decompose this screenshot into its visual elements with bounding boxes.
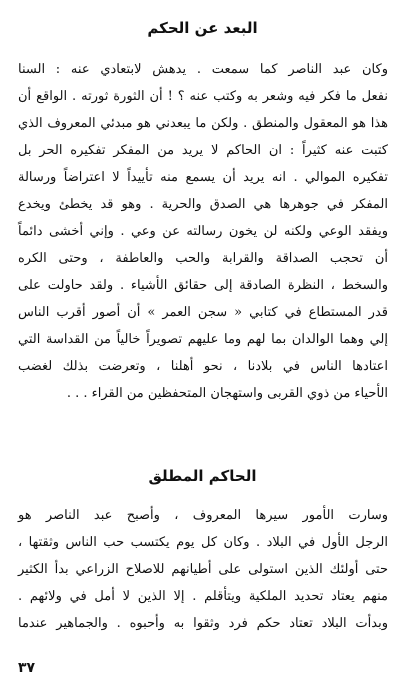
- paragraph-line: وسارت الأمور سيرها المعروف ، وأصبح عبد الناصر هو: [18, 508, 388, 523]
- section-title: الحاكم المطلق: [148, 467, 257, 485]
- paragraph-line: أن تحجب الصداقة والقرابة والحب والعاطفة ، وحتى الكره: [18, 251, 388, 266]
- section-title: البعد عن الحكم: [147, 19, 258, 37]
- paragraph-line: منهم يعتاد تحديد الملكية ويتأقلم . إلا الذين لا أمل في ولائهم .: [18, 589, 388, 604]
- paragraph-line: هذا هو المعقول والمنطق . ولكن ما يبعدني هو مبدئي المعروف الذي: [18, 116, 388, 131]
- paragraph-line: الرجل الأول في البلاد . وكان كل يوم يكتسب حب الناس وثقتها ،: [18, 535, 388, 550]
- paragraph-line: ويفقد الوعي ولكنه لن يخون رسالته عن وعي . وإني أخشى دائماً: [18, 224, 388, 239]
- paragraph-line: تفكيره الموالي . انه يريد أن يسمع منه تأييداً لا اعتراضاً ورسالة: [18, 170, 388, 185]
- page-number: ٣٧: [18, 660, 36, 676]
- paragraph-line: نفعل ما فكر فيه وشعر به وكتب عنه ؟ ! أن الثورة ثورته . الواقع أن: [18, 89, 388, 104]
- paragraph-line: اعتادها الناس في بلادنا ، نحو أهلنا ، وتعرضت بذلك لغضب: [18, 359, 388, 374]
- paragraph-line: الأحياء من ذوي القربى واستهجان المتحفظين من القراء . . .: [66, 386, 388, 401]
- paragraph-line: المفكر في جوهرها هي الصدق والحرية . وهو قد يخطئ ويخدع: [18, 197, 388, 212]
- paragraph-line: كتبت عنه كثيراً : ان الحاكم لا يريد من المفكر تفكيره الحر بل: [18, 143, 388, 158]
- paragraph-line: وبدأت البلاد تعتاد حكم فرد وثقوا به وأحبوه . والجماهير عندما: [18, 616, 388, 631]
- paragraph-line: إلي وهما الوالدان بما لهم وما عليهم تصويراً خالياً من القداسة التي: [18, 332, 388, 347]
- paragraph-line: والسخط ، النظرة الصادقة إلى حقائق الأشياء . ولقد حاولت على: [18, 278, 388, 293]
- paragraph-line: وكان عبد الناصر كما سمعت . يدهش لابتعادي عنه : السنا: [18, 62, 388, 77]
- paragraph-line: حتى أولئك الذين استولى على أطيانهم للاصلاح الزراعي بدأ الكثير: [18, 562, 388, 577]
- paragraph-line: قدر المستطاع في كتابي « سجن العمر » أن أصور أقرب الناس: [18, 305, 388, 320]
